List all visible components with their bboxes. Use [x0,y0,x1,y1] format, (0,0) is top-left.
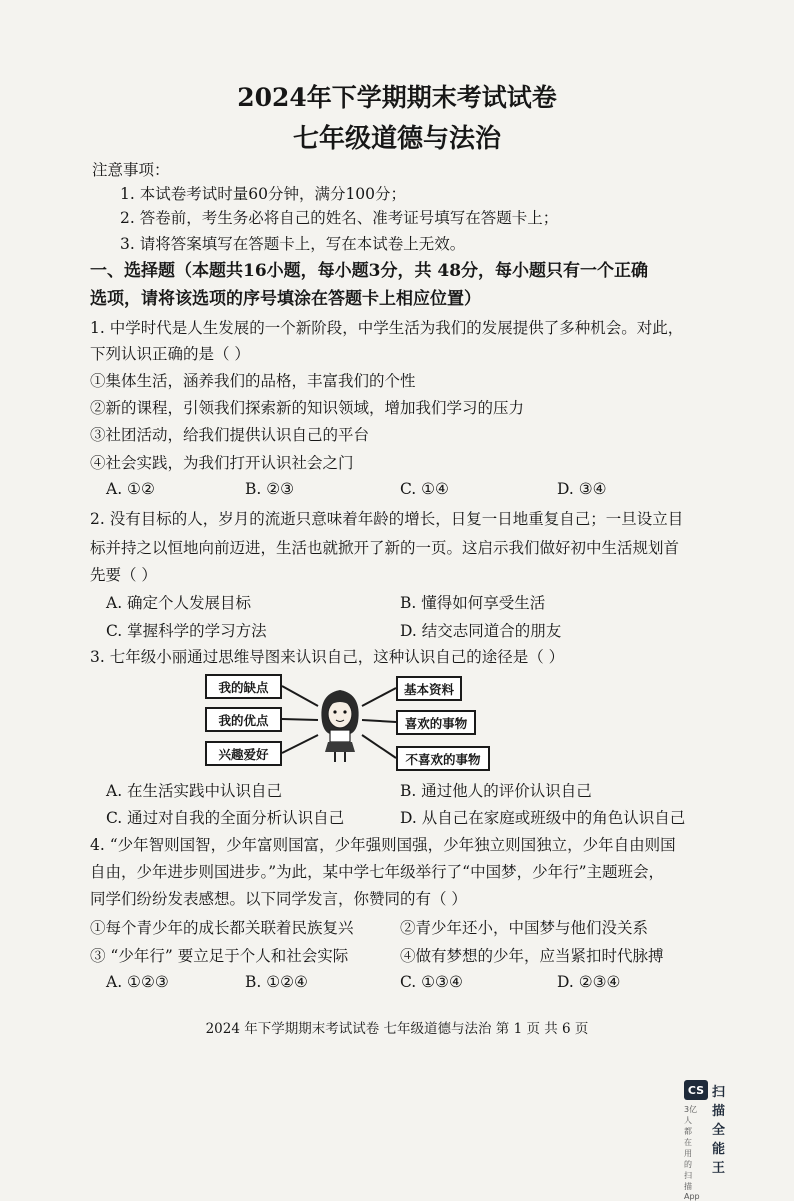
section-heading: 一、选择题（本题共16小题，每小题3分，共 48分，每小题只有一个正确 [90,261,649,281]
q4-stem: 4. “少年智则国智，少年富则国富，少年强则国强，少年独立则国独立，少年自由则国 [90,836,676,854]
q1-stem: 1. 中学时代是人生发展的一个新阶段，中学生活为我们的发展提供了多种机会。对此， [90,319,684,337]
note-item: 3. 请将答案填写在答题卡上，写在本试卷上无效。 [120,235,466,253]
connector-line [362,735,396,758]
connector-line [362,720,396,722]
mind-map-node-left: 我的缺点 [205,674,282,699]
q3-option-c: C. 通过对自我的全面分析认识自己 [106,809,345,827]
q4-option-d: D. ②③④ [557,973,621,991]
watermark-tagline: 3亿人都在用的扫描App [684,1105,700,1201]
camscanner-logo-icon: CS [684,1080,708,1100]
q4-statement: ④做有梦想的少年，应当紧扣时代脉搏 [400,947,664,965]
page-footer: 2024 年下学期期末考试试卷 七年级道德与法治 第 1 页 共 6 页 [205,1021,589,1037]
q1-option-d: D. ③④ [557,480,607,498]
exam-subtitle: 七年级道德与法治 [292,124,501,154]
mind-map-node-right: 不喜欢的事物 [396,746,490,771]
q3-option-d: D. 从自己在家庭或班级中的角色认识自己 [400,809,686,827]
q4-option-c: C. ①③④ [400,973,463,991]
q1-statement: ②新的课程，引领我们探索新的知识领域，增加我们学习的压力 [90,399,525,417]
girl-figure-icon [321,690,358,762]
q4-statement: ②青少年还小，中国梦与他们没关系 [400,919,649,937]
q2-stem-line2: 标并持之以恒地向前迈进，生活也就掀开了新的一页。这启示我们做好初中生活规划首 [90,539,680,557]
section-heading-line2: 选项，请将该选项的序号填涂在答题卡上相应位置） [90,289,481,309]
q4-stem-line3: 同学们纷纷发表感想。以下同学发言，你赞同的有（ ） [90,890,467,908]
connector-line [282,735,318,753]
q4-stem-line2: 自由，少年进步则国进步。”为此，某中学七年级举行了“中国梦，少年行”主题班会， [90,863,665,881]
q2-option-d: D. 结交志同道合的朋友 [400,622,562,640]
q4-statement: ①每个青少年的成长都关联着民族复兴 [90,919,354,937]
q4-option-b: B. ①②④ [245,973,308,991]
connector-line [282,719,318,720]
q3-option-b: B. 通过他人的评价认识自己 [400,782,592,800]
mind-map-node-right: 基本资料 [396,676,462,701]
notes-heading: 注意事项： [92,161,170,179]
q1-option-c: C. ①④ [400,480,449,498]
mind-map-node-left: 我的优点 [205,707,282,732]
q2-option-a: A. 确定个人发展目标 [106,594,252,612]
connector-line [282,686,318,706]
q4-statement: ③ “少年行” 要立足于个人和社会实际 [90,947,349,965]
q1-option-a: A. ①② [106,480,155,498]
q2-stem: 2. 没有目标的人，岁月的流逝只意味着年龄的增长，日复一日地重复自己；一旦设立目 [90,510,684,528]
q1-statement: ④社会实践，为我们打开认识社会之门 [90,454,354,472]
q2-option-b: B. 懂得如何享受生活 [400,594,546,612]
q1-stem-line2: 下列认识正确的是（ ） [90,345,250,363]
mind-map-node-left: 兴趣爱好 [205,741,282,766]
q2-option-c: C. 掌握科学的学习方法 [106,622,267,640]
exam-title: 2024年下学期期末考试试卷 [237,83,557,112]
q3-stem: 3. 七年级小丽通过思维导图来认识自己，这种认识自己的途径是（ ） [90,648,565,666]
q3-option-a: A. 在生活实践中认识自己 [106,782,283,800]
q1-statement: ①集体生活，涵养我们的品格，丰富我们的个性 [90,372,416,390]
mind-map-node-right: 喜欢的事物 [396,710,476,735]
note-item: 2. 答卷前，考生务必将自己的姓名、准考证号填写在答题卡上； [120,209,559,227]
q2-stem-line3: 先要（ ） [90,566,157,584]
note-item: 1. 本试卷考试时量60分钟，满分100分； [120,185,407,203]
q1-statement: ③社团活动，给我们提供认识自己的平台 [90,426,370,444]
q1-option-b: B. ②③ [245,480,295,498]
q4-option-a: A. ①②③ [106,973,169,991]
connector-line [362,688,396,706]
watermark-name: 扫描全能王 [712,1085,726,1176]
